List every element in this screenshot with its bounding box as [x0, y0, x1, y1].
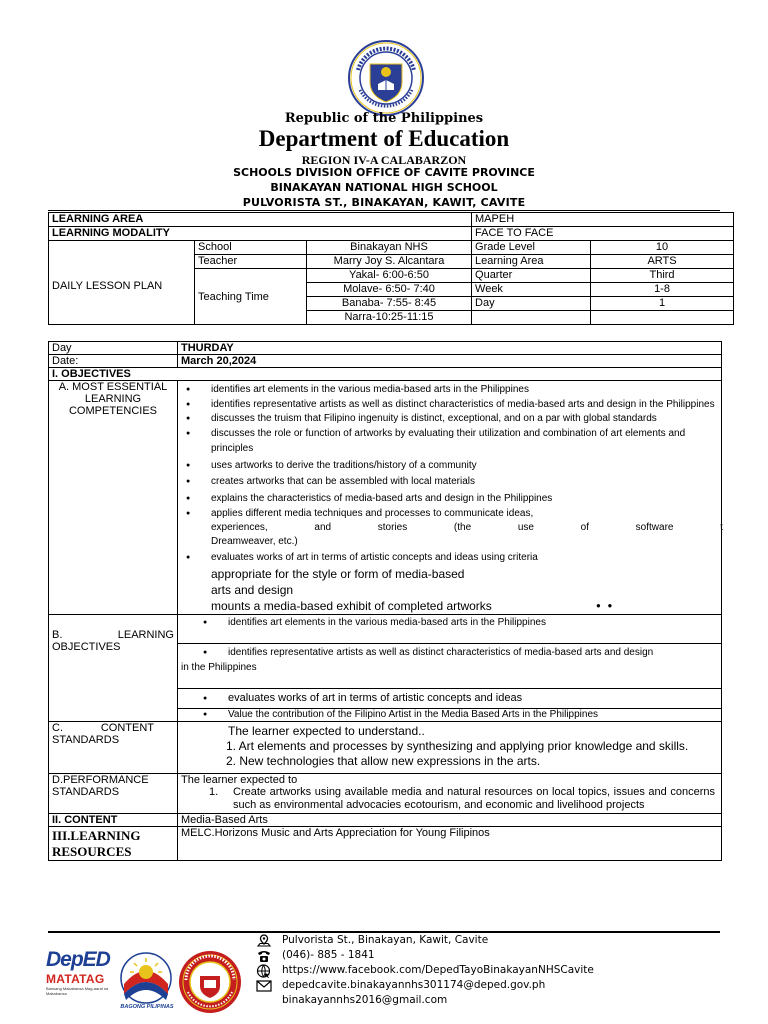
list-item: ● identifies representative artists as well as distinct characteristics of media-based arts and design in the Philippines [211, 398, 721, 413]
school-title: BINAKAYAN NATIONAL HIGH SCHOOL [270, 181, 498, 194]
ps-item [181, 786, 715, 812]
list-item: ● discusses the role or function of artworks by evaluating their utilization and combination of art elements and principles [211, 427, 721, 456]
day-value: 1 [591, 297, 734, 311]
teacher-label: Teacher [195, 255, 307, 269]
matatag-word: MATATAG [46, 972, 105, 986]
ps-item-text: Create artworks using available media and natural resources on local topics, issues and concerns such as environmental advocacies ecotourism, and economic and livelihood projects [233, 786, 715, 812]
learning-area2-label: Learning Area [472, 255, 591, 269]
learning-resources-value: MELC.Horizons Music and Arts Appreciation for Young Filipinos [178, 827, 722, 861]
teaching-time-label: Teaching Time [195, 269, 307, 325]
bagong-pilipinas-text: BAGONG PILIPINAS [120, 1004, 174, 1010]
melc-mounts-text: mounts a media-based exhibit of completed artworks [211, 599, 492, 614]
performance-standards-label: D.PERFORMANCE STANDARDS [49, 774, 178, 814]
list-item: ● identifies art elements in the various media-based arts in the Philippines [211, 383, 721, 398]
list-item: ● identifies representative artists as well as distinct characteristics of media-based arts and design [228, 646, 715, 661]
list-item: ● explains the characteristics of media-based arts and design in the Philippines [211, 492, 721, 507]
word: stories [377, 522, 408, 534]
header-divider [48, 210, 720, 211]
word: of [580, 522, 589, 534]
lo-list-4 [178, 709, 721, 721]
region-title: REGION IV-A CALABARZON [301, 153, 467, 167]
teacher-value: Marry Joy S. Alcantara [307, 255, 472, 269]
word: experiences, [211, 522, 268, 534]
lo-cell-4 [178, 709, 722, 722]
learning-modality-label: LEARNING MODALITY [49, 227, 472, 241]
bullet-icon: ● ● [596, 601, 613, 611]
quarter-value: Third [591, 269, 734, 283]
lo-list-1 [178, 616, 721, 631]
performance-standards-cell [178, 774, 722, 814]
school-label: School [195, 241, 307, 255]
list-item: ● discusses the truism that Filipino ingenuity is distinct, exceptional, and on a par with global standards [211, 412, 721, 427]
school-address: PULVORISTA ST., BINAKAYAN, KAWIT, CAVITE [242, 196, 526, 209]
location-icon [256, 934, 272, 948]
melc-cell [178, 381, 722, 615]
lo-cell-1 [178, 615, 722, 644]
footer-divider [48, 931, 720, 933]
lo-label-learning: LEARNING [117, 629, 174, 642]
plan-date-label: Date: [49, 355, 178, 368]
cs-item1: 1. Art elements and processes by synthesizing and applying prior knowledge and skills. [226, 739, 689, 754]
contact-text: https://www.facebook.com/DepedTayoBinakayanNHSCavite [282, 964, 594, 976]
learning-resources-heading: III.LEARNING RESOURCES [49, 827, 178, 861]
ps-item-number: 1. [209, 786, 219, 799]
content-standards-label [49, 722, 178, 774]
cs-label-c: C. [52, 722, 63, 735]
lo-list-2 [178, 646, 721, 661]
list-item: ● creates artworks that can be assembled with local materials [211, 475, 721, 490]
lo-item2-continuation: in the Philippines [181, 661, 257, 673]
word: t [720, 522, 723, 534]
melc-label: A. MOST ESSENTIAL LEARNING COMPETENCIES [49, 381, 178, 615]
time-slot: Yakal- 6:00-6:50 [307, 269, 472, 283]
contact-text: binakayannhs2016@gmail.com [282, 994, 448, 1006]
school-seal-logo [178, 950, 242, 1014]
lo-cell-3 [178, 689, 722, 709]
list-item: ● applies different media techniques and processes to communicate ideas, [211, 507, 721, 522]
week-label: Week [472, 283, 591, 297]
deped-seal-logo [348, 40, 424, 116]
cs-label-standards: STANDARDS [52, 734, 120, 747]
word: use [517, 522, 534, 534]
contact-text: (046)- 885 - 1841 [282, 949, 375, 961]
learning-objectives-label [49, 615, 178, 722]
week-value: 1-8 [591, 283, 734, 297]
melc-continuation-line [178, 521, 729, 535]
time-slot: Banaba- 7:55- 8:45 [307, 297, 472, 311]
plan-day-value: THURDAY [178, 342, 722, 355]
deped-brand: DepED [46, 948, 110, 971]
objectives-heading: I. OBJECTIVES [49, 368, 722, 381]
lo-label-b: B. [52, 629, 63, 642]
melc-list [178, 383, 721, 521]
learning-area2-value: ARTS [591, 255, 734, 269]
lo-label-objectives: OBJECTIVES [52, 641, 121, 654]
quarter-label: Quarter [472, 269, 591, 283]
grade-level-label: Grade Level [472, 241, 591, 255]
contact-text: Pulvorista St., Binakayan, Kawit, Cavite [282, 934, 489, 946]
melc-mounts [178, 598, 721, 614]
plan-date-value: March 20,2024 [178, 355, 722, 368]
day-label: Day [472, 297, 591, 311]
matatag-tagline: Bansang Makabansa Mag-aaral na Makabansa [46, 986, 109, 996]
list-item: ● evaluates works of art in terms of artistic concepts and ideas using criteria [211, 551, 721, 566]
word: (the [453, 522, 472, 534]
learning-area-value: MAPEH [472, 213, 734, 227]
melc-dreamweaver: Dreamweaver, etc.) [211, 536, 298, 548]
daily-lesson-plan-label: DAILY LESSON PLAN [49, 241, 195, 325]
lo-list-3 [178, 691, 721, 706]
empty-cell [591, 311, 734, 325]
list-item: ● Value the contribution of the Filipino Artist in the Media Based Arts in the Philippines [228, 709, 721, 721]
globe-icon [256, 964, 272, 978]
division-title: SCHOOLS DIVISION OFFICE OF CAVITE PROVINCE [233, 166, 535, 179]
deped-matatag-logo [46, 948, 114, 996]
word: and [314, 522, 332, 534]
phone-icon [256, 949, 272, 963]
melc-arts-design: arts and design [211, 583, 294, 598]
lo-cell-2 [178, 644, 722, 689]
school-value: Binakayan NHS [307, 241, 472, 255]
content-standards-cell [178, 722, 722, 774]
list-item: ● evaluates works of art in terms of artistic concepts and ideas [228, 691, 721, 706]
contact-text: depedcavite.binakayannhs301174@deped.gov.ph [282, 979, 546, 991]
learning-area-label: LEARNING AREA [49, 213, 472, 227]
learning-modality-value: FACE TO FACE [472, 227, 734, 241]
empty-cell [472, 311, 591, 325]
grade-level-value: 10 [591, 241, 734, 255]
cs-label-content: CONTENT [100, 722, 154, 735]
cs-intro: The learner expected to understand.. [228, 724, 425, 739]
time-slot: Molave- 6:50- 7:40 [307, 283, 472, 297]
word: software [635, 522, 674, 534]
ps-intro: The learner expected to [181, 774, 298, 787]
content-heading: II. CONTENT [49, 814, 178, 827]
melc-appropriate: appropriate for the style or form of media-based [211, 567, 465, 582]
time-slot: Narra-10:25-11:15 [307, 311, 472, 325]
bagong-pilipinas-logo [118, 950, 174, 1012]
list-item: ● identifies art elements in the various media-based arts in the Philippines [228, 616, 721, 631]
lesson-info-table [48, 212, 734, 325]
mail-icon [256, 979, 272, 993]
plan-day-label: Day [49, 342, 178, 355]
department-title: Department of Education [258, 126, 510, 151]
cs-item2: 2. New technologies that allow new expressions in the arts. [226, 754, 541, 769]
lesson-plan-table [48, 341, 722, 861]
republic-title: Republic of the Philippines [284, 111, 484, 126]
list-item: ● uses artworks to derive the traditions/history of a community [211, 459, 721, 474]
melc-list-2 [178, 551, 721, 566]
content-value: Media-Based Arts [178, 814, 722, 827]
